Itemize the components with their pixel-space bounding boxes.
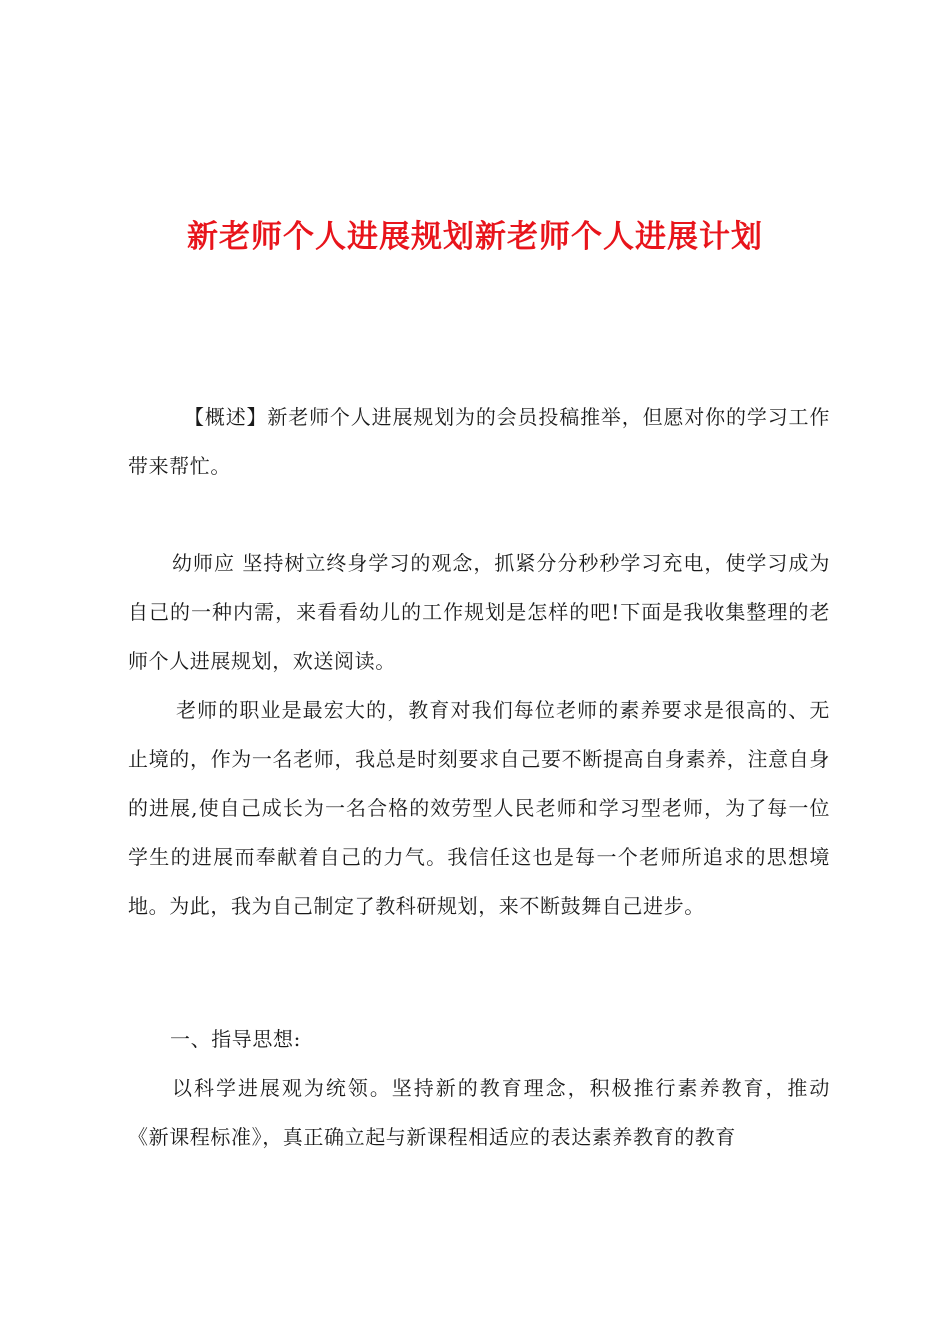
intro-paragraph: 幼师应 坚持树立终身学习的观念，抓紧分分秒秒学习充电，使学习成为自己的一种内需，来看看幼儿的工作规划是怎样的吧!下面是我收集整理的老师个人进展规划，欢送阅读。	[128, 551, 830, 673]
body-paragraph: 老师的职业是最宏大的，教育对我们每位老师的素养要求是很高的、无止境的，作为一名老师，我总是时刻要求自己要不断提高自身素养，注意自身的进展,使自己成长为一名合格的效劳型人民老师和学习型老师，为了每一位学生的进展而奉献着自己的力气。我信任这也是每一个老师所追求的思想境地。为此，我为自己制定了教科研规划，来不断鼓舞自己进步。	[128, 698, 830, 918]
guiding-paragraph: 以科学进展观为统领。坚持新的教育理念，积极推行素养教育，推动《新课程标准》，真正确立起与新课程相适应的表达素养教育的教育	[128, 1076, 830, 1149]
summary-paragraph: 【概述】新老师个人进展规划为的会员投稿推举，但愿对你的学习工作带来帮忙。	[128, 405, 830, 478]
document-title: 新老师个人进展规划新老师个人进展计划	[187, 219, 763, 255]
section-heading: 一、指导思想:	[170, 1027, 301, 1051]
